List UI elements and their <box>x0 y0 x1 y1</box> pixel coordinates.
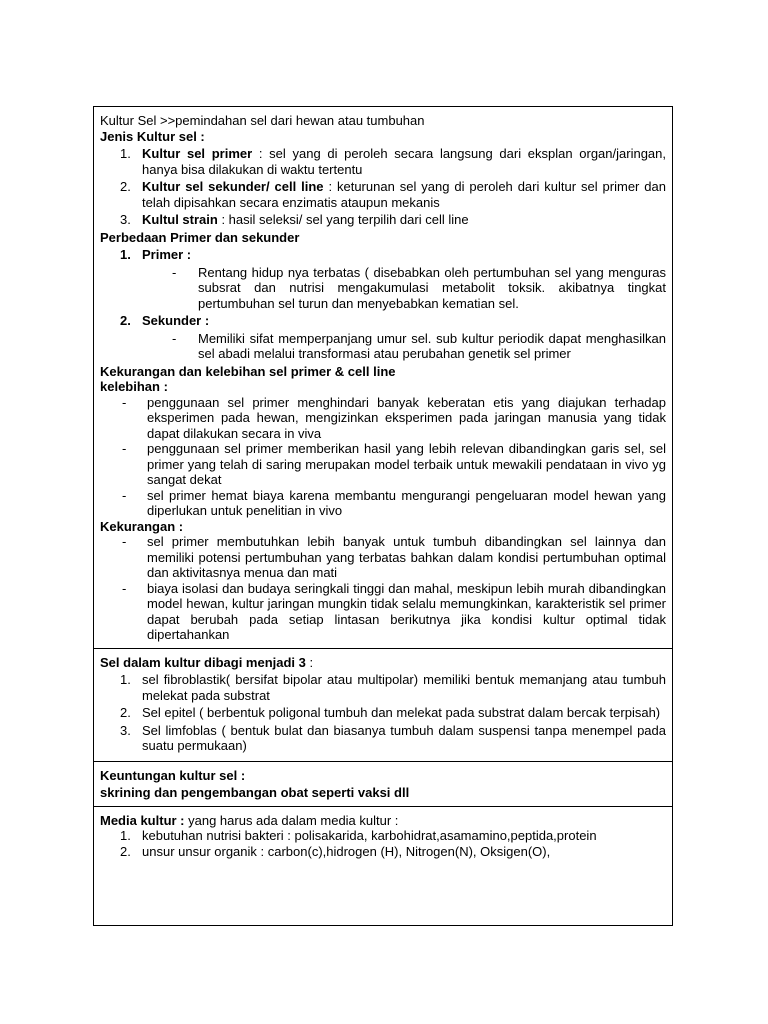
point-text: Memiliki sifat memperpanjang umur sel. sub kultur periodik dapat menghasilkan sel abadi melalui transformasi atau perubahan genetik sel primer <box>198 330 666 361</box>
item-label: Primer : <box>142 247 192 262</box>
item-number: 1. <box>120 146 131 161</box>
keuntungan-cell <box>94 762 672 807</box>
item-number: 2. <box>120 843 131 859</box>
kelebihan-item <box>100 395 666 442</box>
cell-heading: Sel dalam kultur dibagi menjadi 3 <box>100 654 306 670</box>
kelebihan-item <box>100 441 666 488</box>
item-number: 2. <box>120 179 131 194</box>
perbedaan-item <box>100 247 666 263</box>
point-text: penggunaan sel primer menghindari banyak keberatan etis yang diajukan terhadap eksperimen pada hewan, mengizinkan eksperimen pada jaringan manusia yang tidak dapat dilakukan secara in viva <box>147 394 666 441</box>
jenis-item <box>100 146 666 177</box>
perbedaan-item <box>100 313 666 329</box>
document-table <box>93 106 673 926</box>
item-number: 1. <box>120 247 131 262</box>
perbedaan-point <box>100 265 666 312</box>
keuntungan-heading: Keuntungan kultur sel : <box>100 767 246 783</box>
item-number: 1. <box>120 672 131 687</box>
item-number: 3. <box>120 722 131 738</box>
cell-heading: Media kultur : <box>100 812 185 828</box>
item-desc: : hasil seleksi/ sel yang terpilih dari cell line <box>217 212 469 227</box>
sel-dalam-kultur-cell <box>94 649 672 762</box>
item-text: sel fibroblastik( bersifat bipolar atau multipolar) memiliki bentuk memanjang atau tumbuh melekat pada substrat <box>142 672 666 703</box>
heading-suffix: : <box>305 654 314 670</box>
item-text: unsur unsur organik : carbon(c),hidrogen (H), Nitrogen(N), Oksigen(O), <box>142 843 551 859</box>
media-kultur-cell <box>94 807 672 926</box>
dash-bullet: - <box>122 441 127 456</box>
jenis-heading: Jenis Kultur sel : <box>100 128 205 144</box>
list-item <box>100 672 666 703</box>
point-text: penggunaan sel primer memberikan hasil yang lebih relevan dibandingkan garis sel, sel primer yang telah di saring merupakan model terbaik untuk mewakili pendataan in vivo yg sangat dekat <box>147 441 666 487</box>
item-number: 1. <box>120 828 131 843</box>
item-desc: : keturunan sel yang di peroleh dari kultur sel primer dan telah dipisahkan secara enzimatis ataupun mekanis <box>142 179 667 210</box>
item-label: Sekunder : <box>142 313 210 328</box>
kultur-sel-cell <box>94 107 672 649</box>
intro-line: Kultur Sel >>pemindahan sel dari hewan atau tumbuhan <box>100 113 425 128</box>
list-item <box>100 844 666 860</box>
item-desc: : sel yang di peroleh secara langsung dari eksplan organ/jaringan, hanya bisa dilakukan di waktu tertentu <box>142 146 666 177</box>
item-number: 2. <box>120 705 131 720</box>
list-item <box>100 828 666 844</box>
dash-bullet: - <box>172 264 177 280</box>
kelebihan-item <box>100 488 666 519</box>
point-text: sel primer hemat biaya karena membantu mengurangi pengeluaran model hewan yang diperlukan untuk penelitian in vivo <box>147 487 666 518</box>
kekurangan-item <box>100 534 666 581</box>
item-term: Kultur sel primer <box>142 146 253 161</box>
jenis-item <box>100 212 666 228</box>
kekurangan-heading: Kekurangan : <box>100 518 184 534</box>
dash-bullet: - <box>122 580 127 596</box>
point-text: sel primer membutuhkan lebih banyak untuk tumbuh dibandingkan sel lainnya dan memiliki potensi pertumbuhan yang terbatas bahkan dalam kondisi pertumbuhan optimal dan aktivitasnya menua dan mati <box>147 534 666 580</box>
dash-bullet: - <box>122 487 127 503</box>
item-term: Kultur sel sekunder/ cell line <box>142 179 324 194</box>
perbedaan-point <box>100 331 666 362</box>
item-text: Sel limfoblas ( bentuk bulat dan biasanya tumbuh dalam suspensi tanpa menempel pada suatu permukaan) <box>142 722 666 753</box>
item-number: 3. <box>120 212 131 227</box>
dash-bullet: - <box>122 534 127 549</box>
jenis-item <box>100 179 666 210</box>
point-text: Rentang hidup nya terbatas ( disebabkan oleh pertumbuhan sel yang menguras subsrat dan nutrisi mengakumulasi metabolit toksik. akibatnya tingkat pertumbuhan sel turun dan menyebabkan kematian sel. <box>198 264 666 311</box>
item-number: 2. <box>120 313 131 328</box>
heading-suffix: yang harus ada dalam media kultur : <box>184 812 399 828</box>
item-text: kebutuhan nutrisi bakteri : polisakarida, karbohidrat,asamamino,peptida,protein <box>142 828 597 843</box>
item-term: Kultul strain <box>142 212 218 227</box>
kelebihan-heading: kelebihan : <box>100 379 168 394</box>
perbedaan-heading: Perbedaan Primer dan sekunder <box>100 229 300 245</box>
list-item <box>100 723 666 754</box>
kk-heading: Kekurangan dan kelebihan sel primer & cell line <box>100 363 396 379</box>
dash-bullet: - <box>122 394 127 410</box>
item-text: Sel epitel ( berbentuk poligonal tumbuh dan melekat pada substrat dalam bercak terpisah) <box>142 705 661 720</box>
dash-bullet: - <box>172 330 177 346</box>
keuntungan-text: skrining dan pengembangan obat seperti vaksi dll <box>100 785 410 800</box>
point-text: biaya isolasi dan budaya seringkali tinggi dan mahal, meskipun lebih murah dibandingkan model hewan, kultur jaringan mungkin tidak selalu memungkinkan, karakteristik sel primer dapat berubah pada setiap lintasan berikutnya jika kondisi kultur optimal tidak dipertahankan <box>147 580 666 642</box>
kekurangan-item <box>100 581 666 643</box>
list-item <box>100 705 666 721</box>
